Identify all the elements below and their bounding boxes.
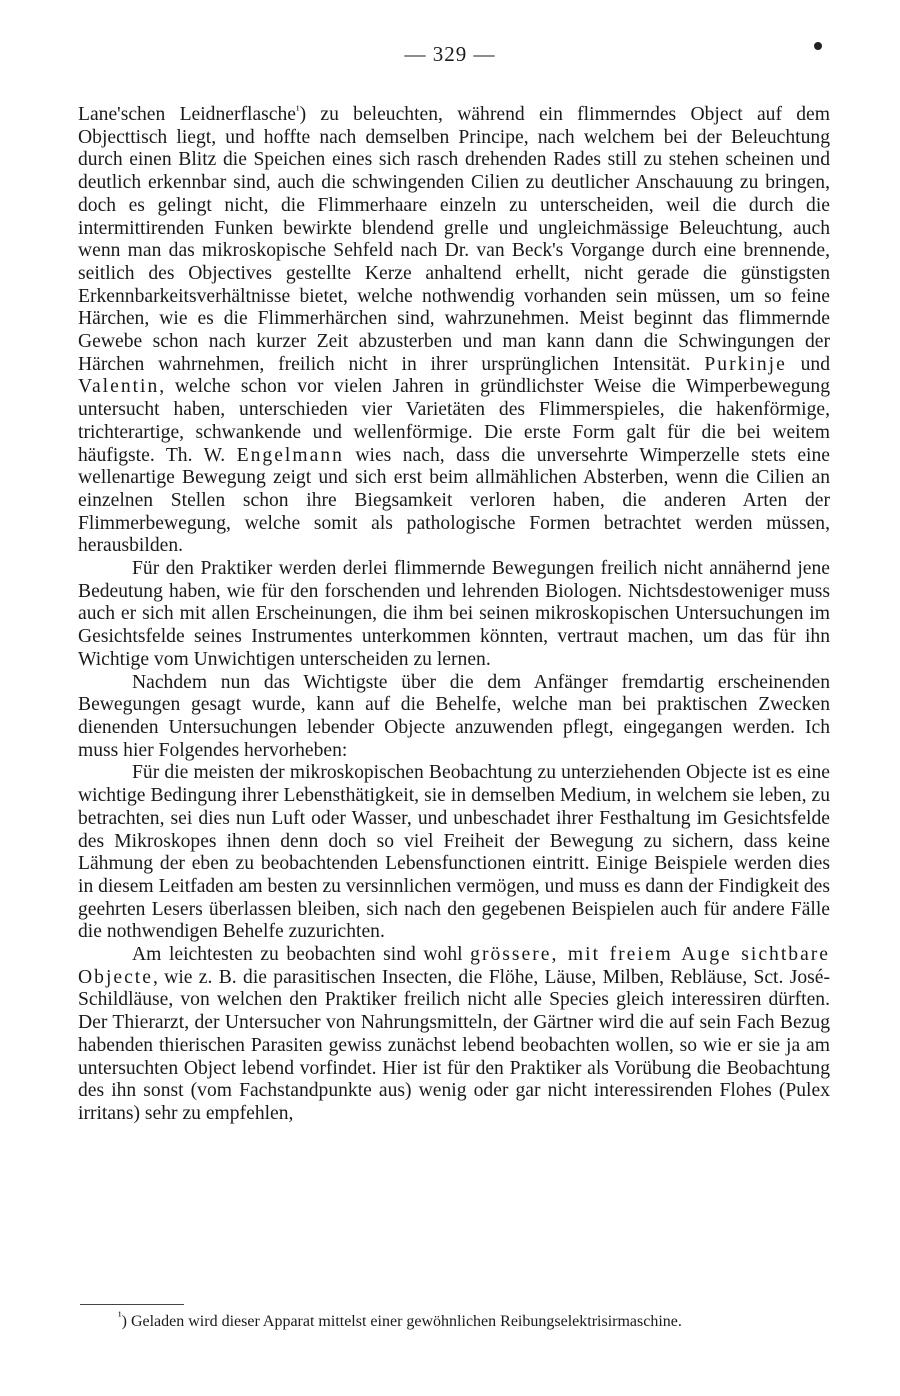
text-run: Für den Praktiker werden derlei flimmernde Bewegungen freilich nicht annähernd jene Bedeutung haben, wie für den forschenden und lehrenden Biologen. Nichtsdestoweniger muss auch er sich mit allen Erscheinungen, die ihm bei seinen mikroskopischen Untersuchungen im Gesichtsfelde seines Instrumentes unterkommen könnten, vertraut machen, um das für ihn Wichtige vom Unwichtigen unterscheiden zu lernen. bbox=[78, 558, 830, 670]
spaced-emphasis: Valentin bbox=[78, 376, 160, 398]
paragraph bbox=[78, 762, 830, 944]
text-run: Nachdem nun das Wichtigste über die dem Anfänger fremdartig erscheinenden Bewegungen gesagt wurde, kann auf die Behelfe, welche man bei praktischen Zwecken dienenden Untersuchungen lebender Objecte anzuwenden pflegt, eingegangen werden. Ich muss hier Folgendes hervorheben: bbox=[78, 671, 830, 761]
text-run: , welche schon vor vielen Jahren in gründlichster Weise die Wimperbewegung untersucht haben, unterschieden vier Varietäten des Flimmerspieles, die hakenförmige, trichterartige, schwankende und wellenförmige. Die erste Form galt für die bei weitem häufigste. Th. W. bbox=[78, 376, 830, 466]
text-run: Am leichtesten zu beobachten sind wohl bbox=[132, 944, 471, 966]
footnote bbox=[118, 1309, 838, 1332]
text-run: Lane'schen Leidnerflasche bbox=[78, 104, 296, 125]
footnote-marker: ¹ bbox=[118, 1309, 122, 1323]
text-run: Für die meisten der mikroskopischen Beobachtung zu unterziehenden Objecte ist es eine wichtige Bedingung ihrer Lebensthätigkeit, sie in demselben Medium, in welchem sie leben, zu betrachten, sei dies nun Luft oder Wasser, und unbeschadet ihrer Festhaltung im Gesichtsfelde des Mikroskopes ihnen denn doch so viel Freiheit der Bewegung zu sichern, dass keine Lähmung der eben zu beobachtenden Lebensfunctionen eintritt. Einige Beispiele werden dies in diesem Leitfaden am besten zu versinnlichen vermögen, und muss es dann der Findigkeit des geehrten Lesers überlassen bleiben, sich nach den gegebenen Beispielen auch für andere Fälle die nothwendigen Behelfe zuzurichten. bbox=[78, 762, 830, 943]
text-run: ) zu beleuchten, während ein flimmerndes Object auf dem Objecttisch liegt, und hoffte nach demselben Principe, nach welchem bei der Beleuchtung durch einen Blitz die Speichen eines sich rasch drehenden Rades still zu stehen scheinen und deutlich erkennbar sind, auch die schwingenden Cilien zu deutlicher Anschauung zu bringen, doch es gelingt nicht, die Flimmerhaare einzeln zu unterscheiden, weil die durch die intermittirenden Funken bewirkte blendend grelle und ungleichmässige Beleuchtung, auch wenn man das mikroskopische Sehfeld nach Dr. van Beck's Vorgange durch eine brennende, seitlich des Objectives gestellte Kerze anhaltend erhellt, nicht gerade die günstigsten Erkennbarkeitsverhältnisse bietet, welche nothwendig vorhanden sein müssen, um so feine Härchen, wie es die Flimmerhärchen sind, wahrzunehmen. Meist beginnt das flimmernde Gewebe schon nach kurzer Zeit abzusterben und man kann dann die Schwingungen der Härchen wahrnehmen, freilich nicht in ihrer ursprünglichen Intensität. bbox=[78, 104, 830, 375]
footnote-rule bbox=[80, 1304, 184, 1305]
paragraph bbox=[78, 558, 830, 672]
footnote-reference: ¹ bbox=[295, 103, 300, 117]
text-run: und bbox=[786, 353, 830, 375]
body-text bbox=[78, 104, 830, 1126]
text-run: wies nach, dass die unversehrte Wimperzelle stets eine wellenartige Bewegung zeigt und sich erst beim allmählichen Absterben, wenn die Cilien an einzelnen Stellen schon ihre Biegsamkeit verloren haben, die anderen Arten der Flimmerbewegung, welche somit als pathologische Formen betrachtet werden müssen, herausbilden. bbox=[78, 444, 830, 557]
paragraph bbox=[78, 944, 830, 1126]
corner-dot bbox=[814, 42, 822, 50]
paragraph bbox=[78, 672, 830, 763]
page-number: — 329 — bbox=[404, 42, 496, 66]
footnote-text: ) Geladen wird dieser Apparat mittelst einer gewöhnlichen Reibungselektrisirmaschine. bbox=[121, 1313, 682, 1330]
spaced-emphasis: Engelmann bbox=[236, 444, 344, 466]
text-run: , wie z. B. die parasitischen Insecten, die Flöhe, Läuse, Milben, Rebläuse, Sct. José-Schildläuse, von welchen den Praktiker freilich nicht alle Species gleich interessiren dürften. Der Thierarzt, der Untersucher von Nahrungsmitteln, der Gärtner wird die auf sein Fach Bezug habenden thierischen Parasiten gewiss zunächst lebend beobachten wollen, so wie er sie ja am untersuchten Object lebend vorfindet. Hier ist für den Praktiker als Vorübung die Beobachtung des ihn sonst (vom Fachstandpunkte aus) wenig oder gar nicht interessirenden Flohes (Pulex irritans) sehr zu empfehlen, bbox=[78, 966, 830, 1124]
spaced-emphasis: Purkinje bbox=[704, 353, 787, 375]
spaced-emphasis: grössere, mit freiem Auge sichtbare Objecte bbox=[78, 944, 830, 988]
paragraph bbox=[78, 104, 830, 558]
